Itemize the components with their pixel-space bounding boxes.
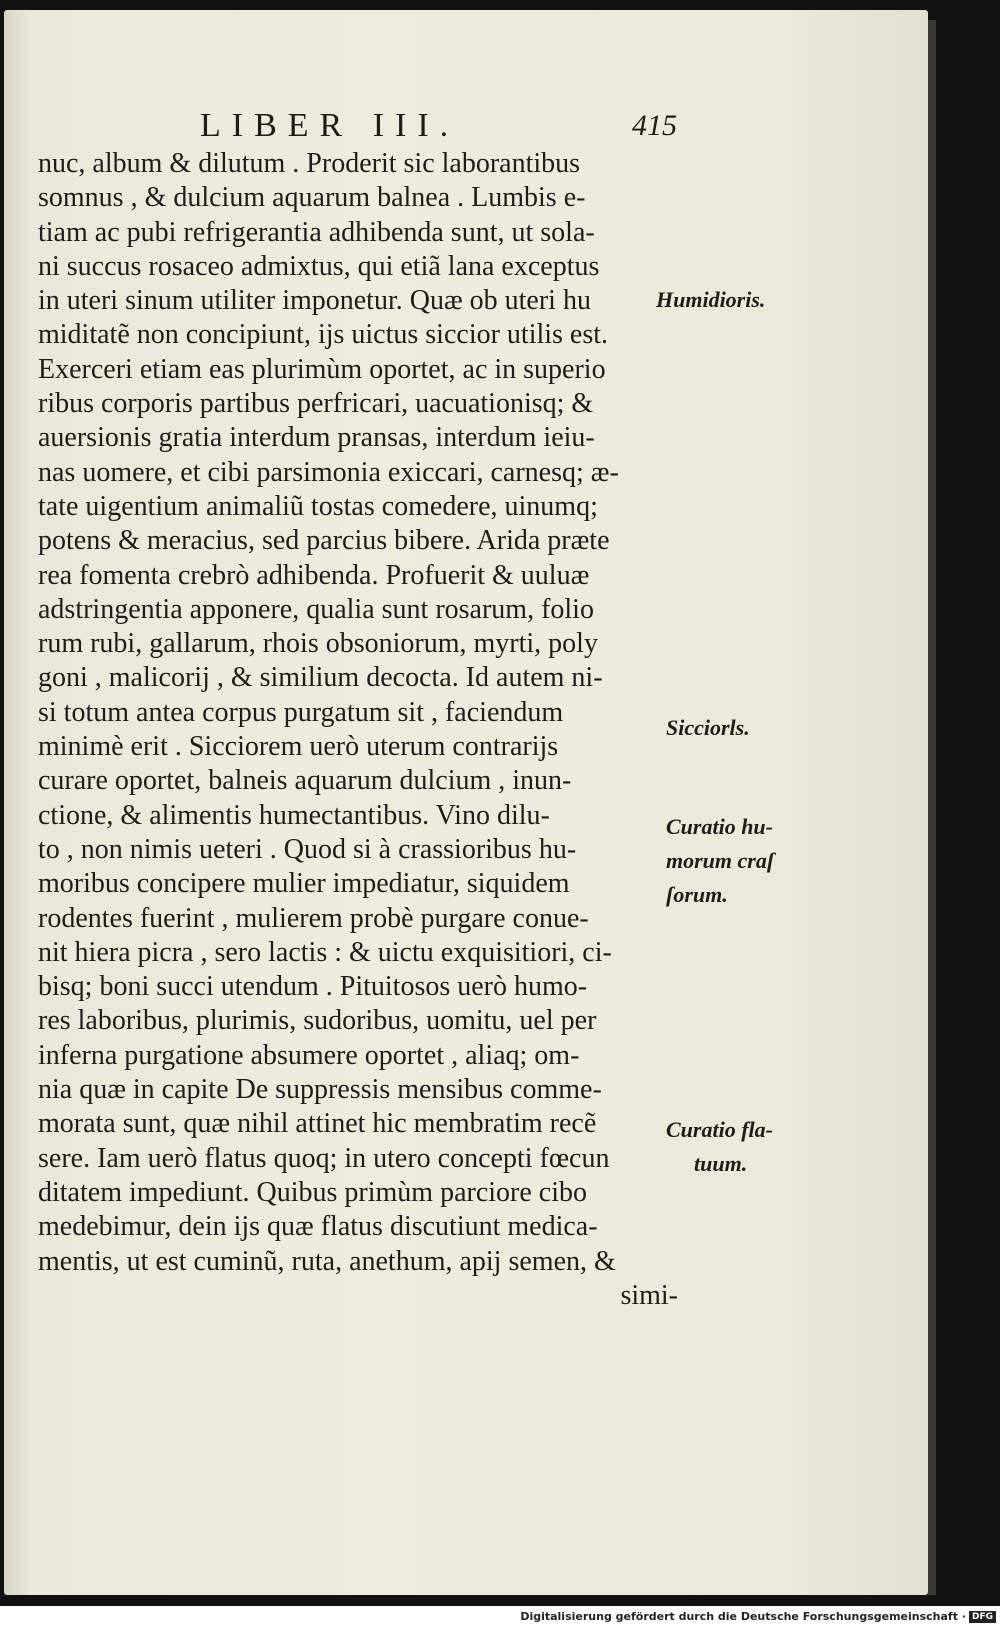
text-line: nit hiera picra , sero lactis : & uictu exquisitiori, ci- [38, 936, 612, 968]
page-number: 415 [632, 109, 677, 142]
text-line: tate uigentium animaliũ tostas comedere, uinumq; [38, 490, 598, 522]
text-line: morata sunt, quæ nihil attinet hic membratim recẽ [38, 1108, 597, 1140]
page-edge [928, 20, 936, 1595]
text-line: miditatẽ non concipiunt, ijs uictus siccior utilis est. [38, 319, 609, 351]
text-line: mentis, ut est cuminũ, ruta, anethum, apij semen, & [38, 1245, 616, 1277]
text-line: ctione, & alimentis humectantibus. Vino dilu- [38, 799, 550, 831]
text-line: somnus , & dulcium aquarum balnea . Lumbis e- [38, 182, 586, 214]
text-line: rum rubi, gallarum, rhois obsoniorum, myrti, poly [38, 628, 598, 660]
text-line: curare oportet, balneis aquarum dulcium , inun- [38, 765, 572, 797]
text-line: sere. Iam uerò flatus quoq; in utero concepti fœcun [38, 1142, 610, 1174]
margin-note-sorum: ſorum. [666, 882, 728, 907]
text-line: tiam ac pubi refrigerantia adhibenda sunt, ut sola- [38, 216, 595, 248]
text-line: in uteri sinum utiliter imponetur. Quæ ob uteri hu [38, 285, 591, 317]
text-line: minimè erit . Sicciorem uerò uterum contrarijs [38, 731, 559, 763]
digitization-credit [520, 1608, 996, 1626]
text-line: ni succus rosaceo admixtus, qui etiã lana exceptus [38, 250, 600, 282]
page-header [4, 106, 928, 146]
text-line: to , non nimis ueteri . Quod si à crassioribus hu- [38, 833, 577, 865]
text-line: Exerceri etiam eas plurimùm oportet, ac in superio [38, 353, 606, 385]
text-line: inferna purgatione absumere oportet , aliaq; om- [38, 1039, 580, 1071]
text-line: adstringentia apponere, qualia sunt rosarum, folio [38, 593, 594, 625]
credit-text: Digitalisierung gefördert durch die Deutsche Forschungsgemeinschaft · [520, 1610, 966, 1623]
text-line: si totum antea corpus purgatum sit , faciendum [38, 696, 564, 728]
book-page [4, 10, 928, 1595]
text-line: ribus corporis partibus perfricari, uacuationisq; & [38, 388, 594, 420]
text-line: medebimur, dein ijs quæ flatus discutiunt medica- [38, 1211, 598, 1243]
body-text [38, 147, 678, 1313]
text-line: auersionis gratia interdum pransas, interdum ieiu- [38, 422, 595, 454]
text-line: nuc, album & dilutum . Proderit sic laborantibus [38, 148, 581, 179]
text-line: rodentes fuerint , mulierem probè purgare conue- [38, 902, 589, 934]
text-line: moribus concipere mulier impediatur, siquidem [38, 868, 570, 900]
margin-note-tuum: tuum. [694, 1151, 748, 1176]
margin-note-curatio-humorum: Curatio hu- [666, 814, 773, 839]
dfg-logo: DFG [969, 1611, 996, 1623]
margin-note-morum-crass: morum craſ [666, 848, 775, 873]
text-line: nas uomere, et cibi parsimonia exiccari, carnesq; æ- [38, 456, 619, 488]
text-line: goni , malicorij , & similium decocta. Id autem ni- [38, 662, 603, 694]
margin-note-humidioris: Humidioris. [656, 287, 766, 312]
text-line: ditatem impediunt. Quibus primùm parciore cibo [38, 1176, 587, 1208]
text-line: res laboribus, plurimis, sudoribus, uomitu, uel per [38, 1005, 597, 1037]
text-line: rea fomenta crebrò adhibenda. Profuerit & uuluæ [38, 559, 590, 591]
running-title: LIBER III. [200, 107, 460, 144]
margin-note-curatio-flatuum: Curatio fla- [666, 1117, 773, 1142]
catchword: simi- [620, 1279, 678, 1311]
margin-note-siccioris: Sicciorls. [666, 715, 750, 740]
text-line: nia quæ in capite De suppressis mensibus comme- [38, 1074, 602, 1106]
text-line: potens & meracius, sed parcius bibere. Arida præte [38, 525, 610, 557]
text-line: bisq; boni succi utendum . Pituitosos uerò humo- [38, 971, 588, 1003]
